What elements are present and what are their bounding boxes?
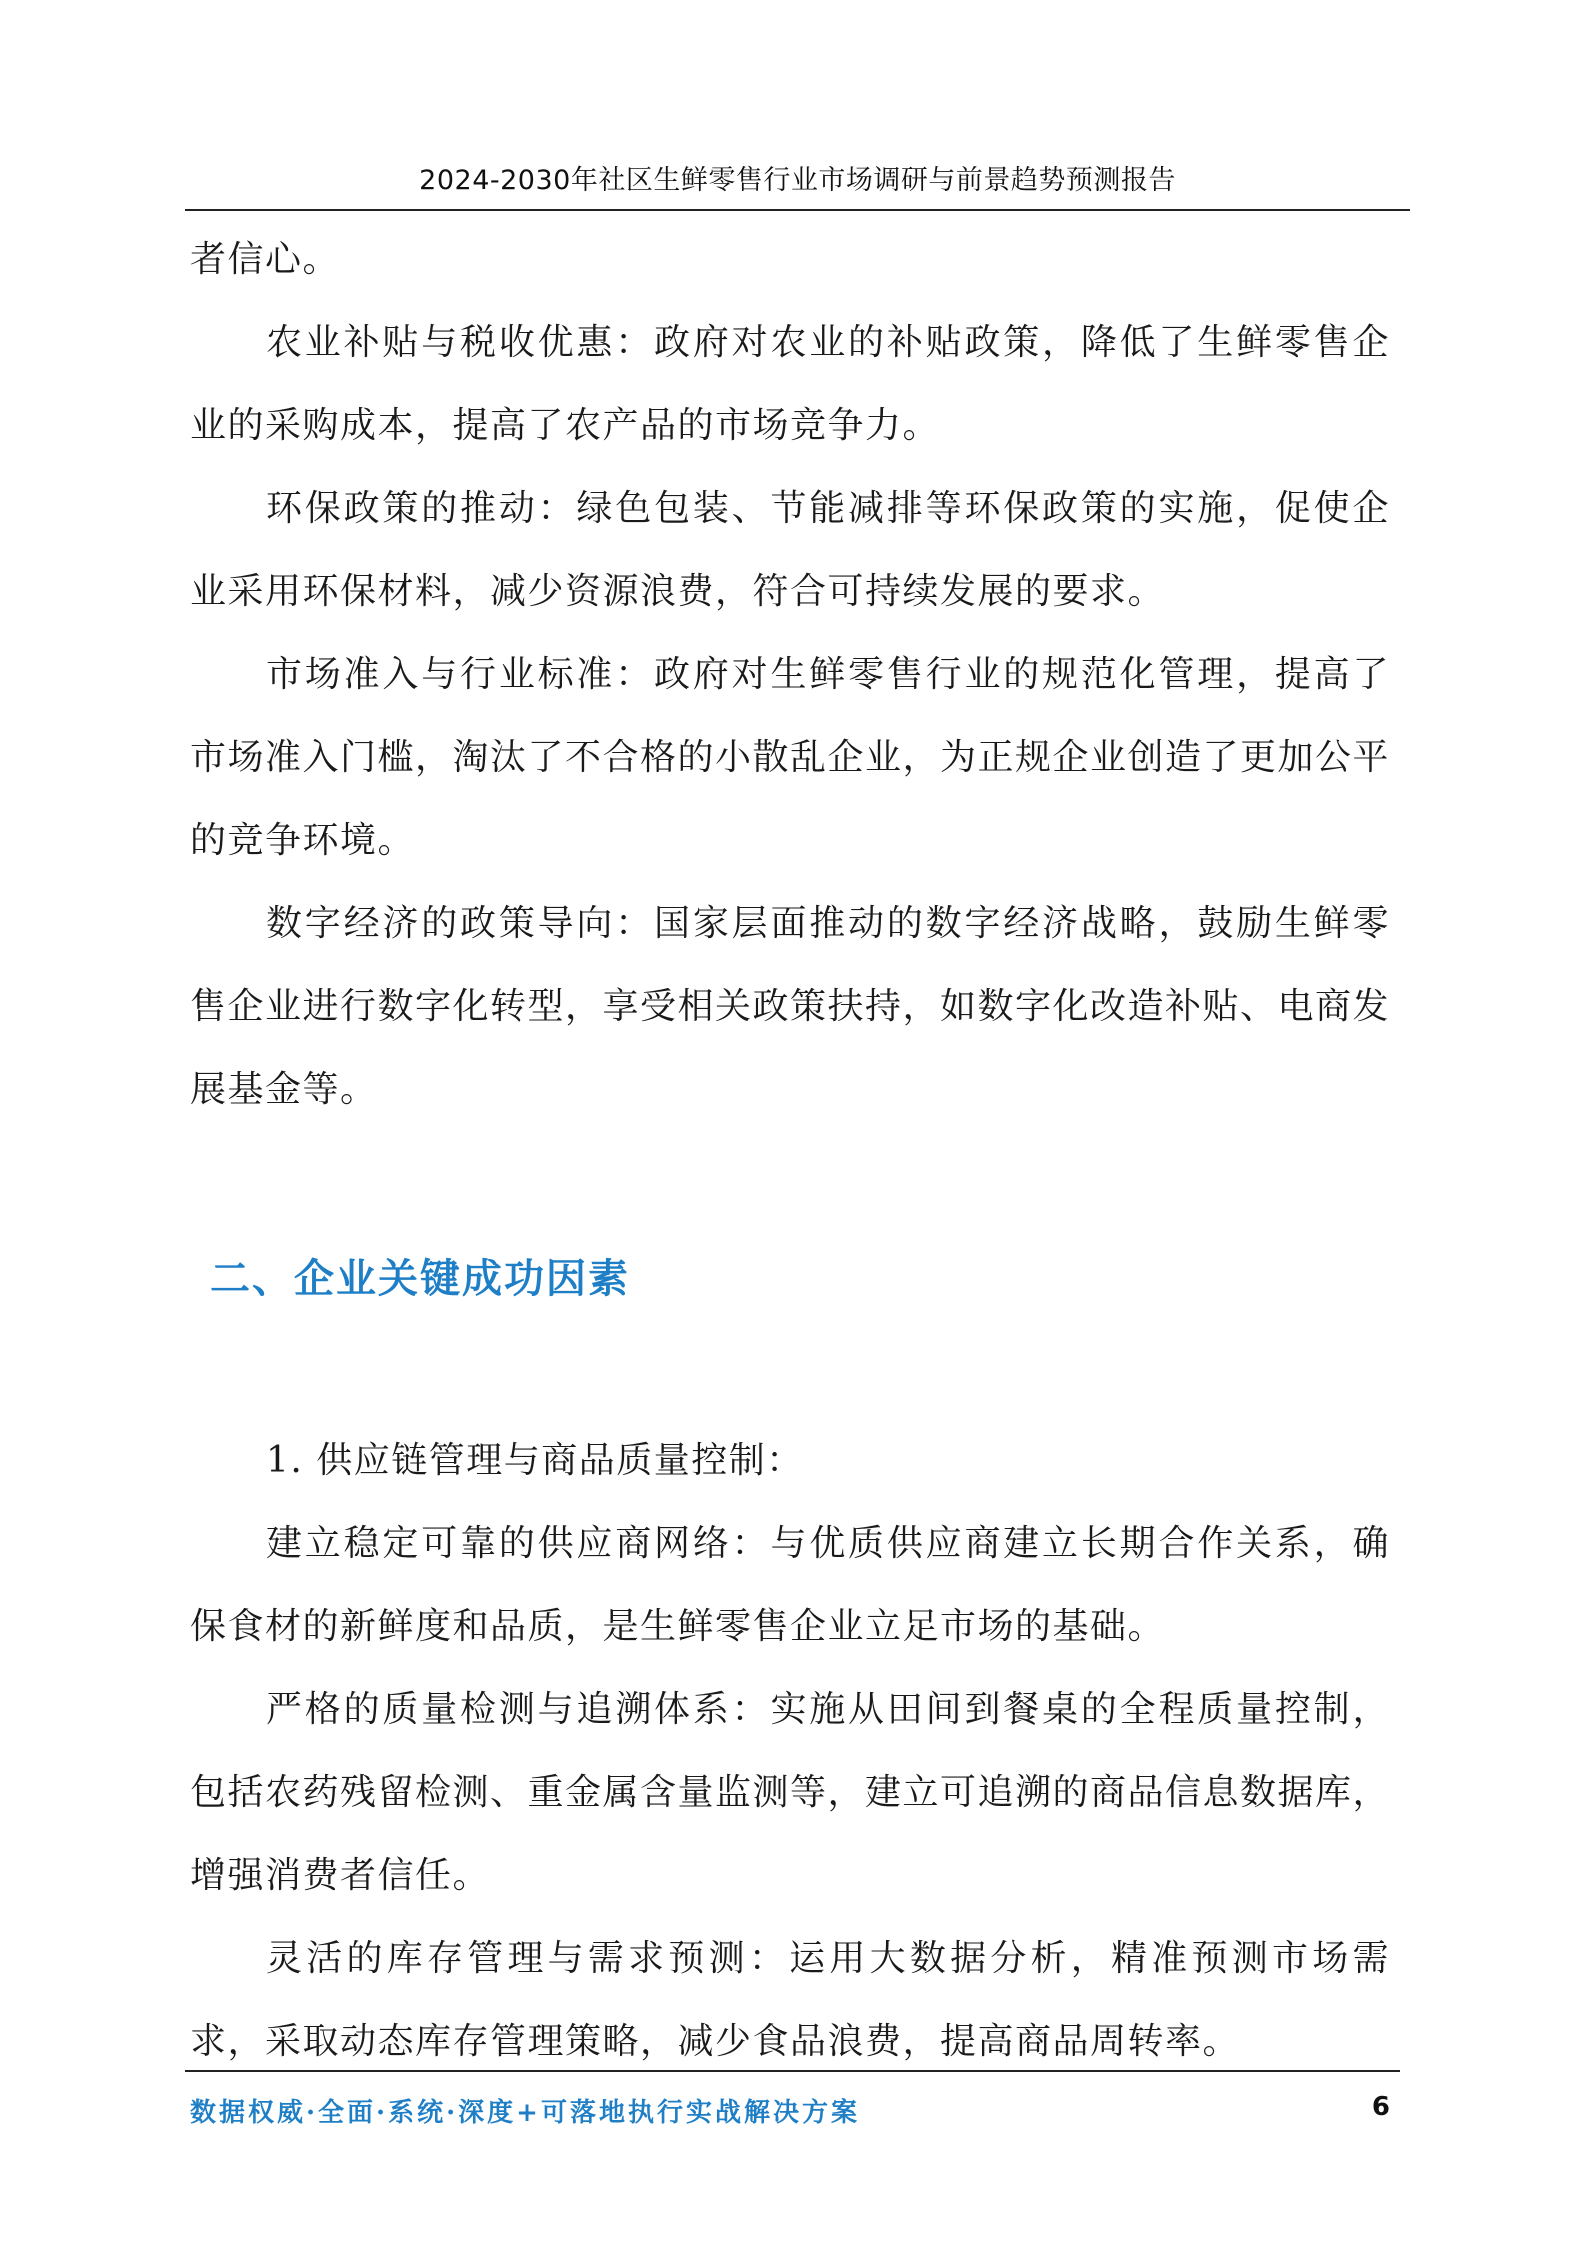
paragraph-market-access: 市场准入与行业标准：政府对生鲜零售行业的规范化管理，提高了市场准入门槛，淘汰了不合格的小散乱企业，为正规企业创造了更加公平的竞争环境。 (190, 654, 1391, 861)
footer-slogan: 数据权威·全面·系统·深度+可落地执行实战解决方案 (190, 2098, 860, 2128)
footer-divider (185, 2070, 1400, 2072)
paragraph-continuation: 者信心。 (190, 239, 341, 280)
paragraph-digital-economy: 数字经济的政策导向：国家层面推动的数字经济战略，鼓励生鲜零售企业进行数字化转型，享受相关政策扶持，如数字化改造补贴、电商发展基金等。 (190, 903, 1391, 1110)
paragraph-inventory-forecast: 灵活的库存管理与需求预测：运用大数据分析，精准预测市场需求，采取动态库存管理策略，减少食品浪费，提高商品周转率。 (190, 1938, 1390, 2062)
paragraph-quality-tracing: 严格的质量检测与追溯体系：实施从田间到餐桌的全程质量控制，包括农药残留检测、重金属含量监测等，建立可追溯的商品信息数据库，增强消费者信任。 (190, 1689, 1391, 1896)
section-heading: 二、企业关键成功因素 (210, 1255, 630, 1302)
numbered-item-1: 1. 供应链管理与商品质量控制： (266, 1440, 804, 1481)
document-body (190, 218, 1390, 2083)
paragraph-supplier-network: 建立稳定可靠的供应商网络：与优质供应商建立长期合作关系，确保食材的新鲜度和品质，是生鲜零售企业立足市场的基础。 (190, 1523, 1390, 1647)
paragraph-eco-policy: 环保政策的推动：绿色包装、节能减排等环保政策的实施，促使企业采用环保材料，减少资源浪费，符合可持续发展的要求。 (190, 488, 1390, 612)
page-header-title: 2024-2030年社区生鲜零售行业市场调研与前景趋势预测报告 (419, 165, 1176, 196)
paragraph-agri-subsidy: 农业补贴与税收优惠：政府对农业的补贴政策，降低了生鲜零售企业的采购成本，提高了农产品的市场竞争力。 (190, 322, 1390, 446)
page-number: 6 (1371, 2092, 1390, 2122)
header-divider (185, 209, 1410, 211)
